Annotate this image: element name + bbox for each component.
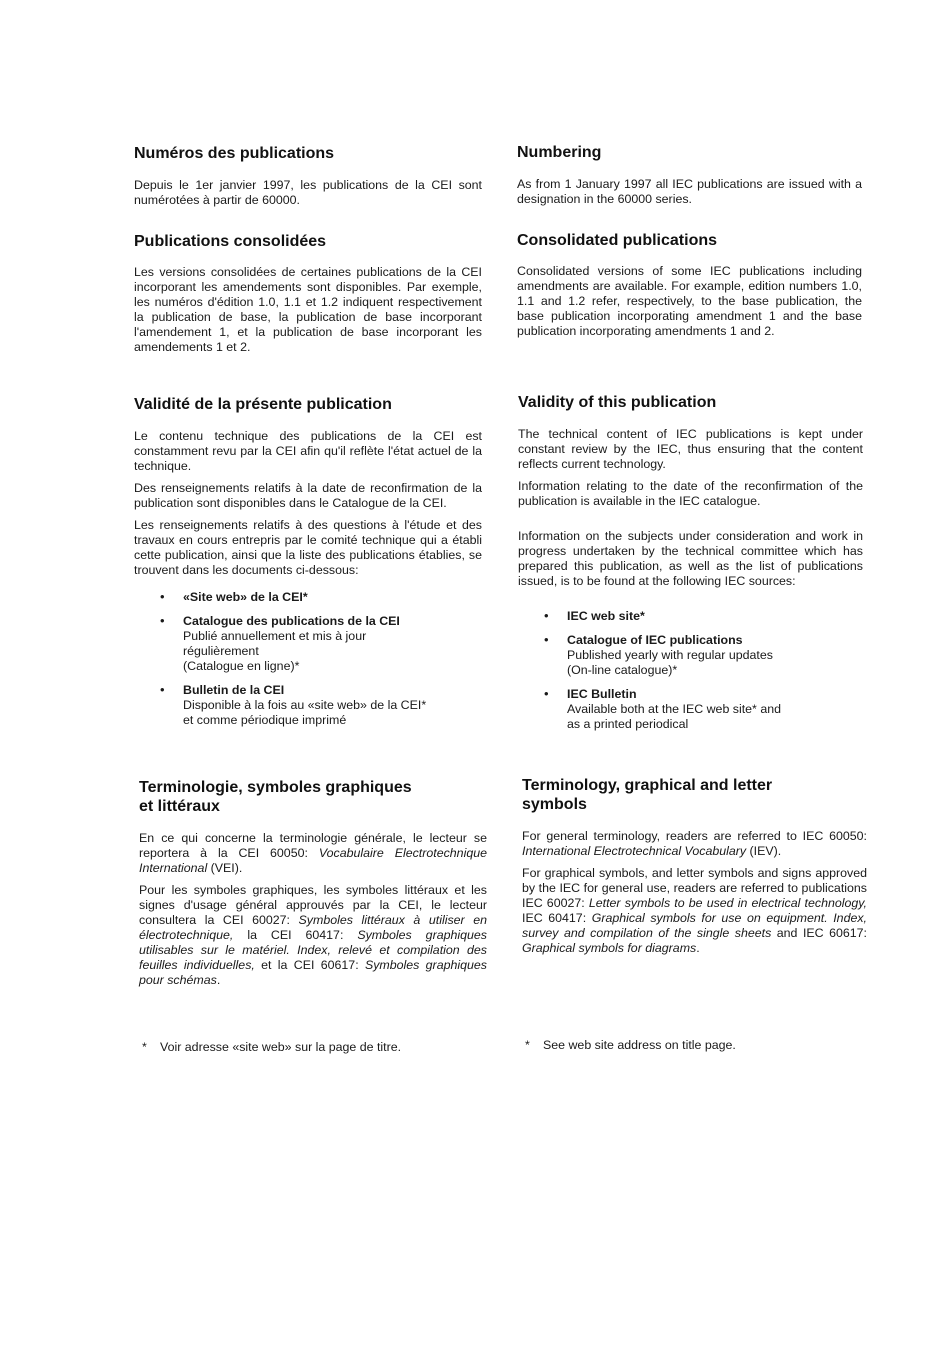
fr-terminology-heading: Terminologie, symboles graphiques et littéraux <box>139 779 412 815</box>
bullet-icon: • <box>544 608 549 623</box>
en-numbering-heading: Numbering <box>517 144 602 161</box>
en-numbering-section <box>517 143 862 214</box>
en-consolidated-section <box>517 231 862 346</box>
fr-numbering-text: Depuis le 1er janvier 1997, les publications de la CEI sont numérotées à partir de 60000. <box>134 178 482 207</box>
en-terminology-section <box>522 776 867 963</box>
fr-footnote-text: Voir adresse «site web» sur la page de titre. <box>160 1040 402 1054</box>
fr-validity-text-1: Le contenu technique des publications de la CEI est constamment revu par la CEI afin qu'il reflète l'état actuel de la technique. <box>134 429 482 473</box>
bullet-icon: • <box>544 686 549 701</box>
en-sources-list <box>518 609 863 732</box>
bullet-icon: • <box>544 632 549 647</box>
en-source-web-site: • IEC web site* <box>544 608 645 623</box>
en-terminology-text-2: For graphical symbols, and letter symbols and signs approved by the IEC for general use, readers are referred to publications IEC 60027: Letter symbols to be used in electrical technology, IEC 60417: Graphical symbols for use on equipment. Index, survey and compilation of the single sheets and IEC 60617: Graphical symbols for diagrams. <box>522 866 868 955</box>
en-validity-section <box>518 393 863 741</box>
fr-source-web-site: • «Site web» de la CEI* <box>160 589 308 604</box>
bullet-icon: • <box>160 613 165 628</box>
en-source-catalogue: • Catalogue of IEC publications Published yearly with regular updates (On-line catalogue)* <box>544 632 773 677</box>
fr-sources-list <box>134 590 482 728</box>
fr-consolidated-text: Les versions consolidées de certaines publications de la CEI incorporant les amendements sont disponibles. Par exemple, les numéros d'édition 1.0, 1.1 et 1.2 indiquent respectivement la publication de base, la publication de base incorporant l'amendement 1, et la publication de base incorporant les amendements 1 et 2. <box>134 265 482 354</box>
fr-numbering-section <box>134 144 482 215</box>
fr-validity-text-3: Les renseignements relatifs à des questions à l'étude et des travaux en cours entrepris par le comité technique qui a établi cette publication, ainsi que la liste des publications établies, se trouvent dans les documents ci-dessous: <box>134 518 482 577</box>
fr-source-catalogue: • Catalogue des publications de la CEI Publié annuellement et mis à jour régulièrement (Catalogue en ligne)* <box>160 613 400 673</box>
en-validity-text-1: The technical content of IEC publications is kept under constant review by the IEC, thus ensuring that the content reflects current technology. <box>518 427 863 471</box>
bullet-icon: • <box>160 682 165 697</box>
en-validity-text-2: Information relating to the date of the reconfirmation of the publication is available in the IEC catalogue. <box>518 479 863 508</box>
en-numbering-text: As from 1 January 1997 all IEC publications are issued with a designation in the 60000 series. <box>517 177 862 206</box>
fr-consolidated-section <box>134 232 482 362</box>
fr-terminology-text-1: En ce qui concerne la terminologie générale, le lecteur se reportera à la CEI 60050: Vocabulaire Electrotechnique International (VEI). <box>139 831 487 875</box>
en-footnote <box>525 1038 736 1053</box>
en-footnote-text: See web site address on title page. <box>543 1038 736 1052</box>
fr-terminology-section <box>139 778 487 995</box>
fr-terminology-text-2: Pour les symboles graphiques, les symboles littéraux et les signes d'usage général approuvés par la CEI, le lecteur consultera la CEI 60027: Symboles littéraux à utiliser en électrotechnique, la CEI 60417: Symboles graphiques utilisables sur le matériel. Index, relevé et compilation des feuilles individuelles, et la CEI 60617: Symboles graphiques pour schémas. <box>139 883 487 987</box>
bullet-icon: • <box>160 589 165 604</box>
footnote-asterisk: * <box>525 1038 530 1052</box>
en-consolidated-heading: Consolidated publications <box>517 232 718 249</box>
fr-source-bulletin: • Bulletin de la CEI Disponible à la fois au «site web» de la CEI* et comme périodique imprimé <box>160 682 427 727</box>
en-consolidated-text: Consolidated versions of some IEC publications including amendments are available. For example, edition numbers 1.0, 1.1 and 1.2 refer, respectively, to the base publication, the base publication incorporating amendment 1 and the base publication incorporating amendments 1 and 2. <box>517 264 862 338</box>
fr-numbering-heading: Numéros des publications <box>134 145 335 162</box>
en-validity-text-3: Information on the subjects under consideration and work in progress undertaken by the technical committee which has prepared this publication, as well as the list of publications issued, is to be found at the following IEC sources: <box>518 529 863 588</box>
en-source-bulletin: • IEC Bulletin Available both at the IEC web site* and as a printed periodical <box>544 686 781 731</box>
fr-consolidated-heading: Publications consolidées <box>134 233 327 250</box>
fr-validity-section <box>134 395 482 737</box>
en-terminology-heading: Terminology, graphical and letter symbols <box>522 777 773 813</box>
en-validity-heading: Validity of this publication <box>518 394 717 411</box>
footnote-asterisk: * <box>142 1040 147 1054</box>
fr-validity-heading: Validité de la présente publication <box>134 396 392 413</box>
fr-footnote <box>142 1040 401 1055</box>
en-terminology-text-1: For general terminology, readers are referred to IEC 60050: International Electrotechnical Vocabulary (IEV). <box>522 829 867 858</box>
fr-validity-text-2: Des renseignements relatifs à la date de reconfirmation de la publication sont disponibles dans le Catalogue de la CEI. <box>134 481 482 510</box>
